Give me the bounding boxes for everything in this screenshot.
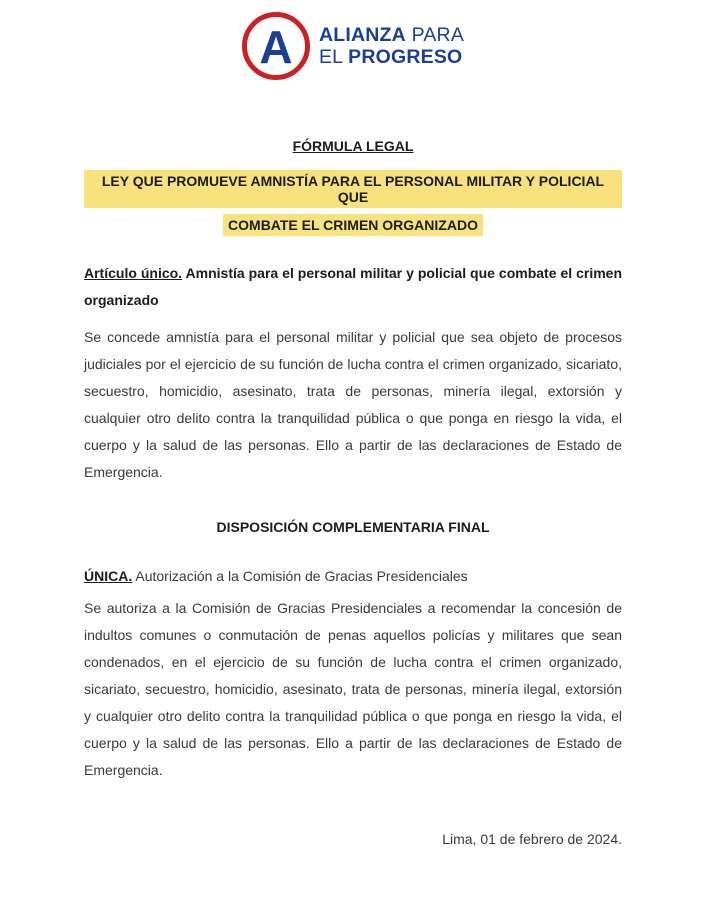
law-title-line-2: COMBATE EL CRIMEN ORGANIZADO (223, 214, 483, 236)
logo-el-text: EL (318, 46, 349, 68)
unique-clause-text: Autorización a la Comisión de Gracias Presidenciales (135, 568, 468, 584)
disposition-heading: DISPOSICIÓN COMPLEMENTARIA FINAL (216, 519, 490, 535)
logo-alianza-text: ALIANZA (318, 24, 406, 46)
dateline: Lima, 01 de febrero de 2024. (442, 831, 622, 847)
article-heading (84, 260, 622, 314)
article-paragraph: Se concede amnistía para el personal militar y policial que sea objeto de procesos judiciales por el ejercicio de su función de lucha contra el crimen organizado, sicariato, secuestro, homicidio, asesinato, trata de personas, minería ilegal, extorsión y cualquier otro delito contra la tranquilidad pública o que ponga en riesgo la vida, el cuerpo y la salud de las personas. Ello a partir de las declaraciones de Estado de Emergencia. (84, 329, 622, 480)
logo-monogram: A (259, 21, 293, 73)
logo-line-2 (319, 46, 464, 68)
logo-circle-icon (242, 12, 310, 80)
unique-clause-heading (84, 563, 622, 590)
document-heading: FÓRMULA LEGAL (292, 138, 414, 154)
logo-wordmark (319, 24, 464, 68)
logo-progreso-text: PROGRESO (348, 46, 463, 68)
logo-line-1 (319, 24, 464, 46)
unique-clause-label: ÚNICA. (84, 568, 133, 584)
law-title (84, 170, 622, 242)
logo-para-text: PARA (405, 24, 465, 46)
party-logo (84, 12, 622, 80)
disposition-paragraph: Se autoriza a la Comisión de Gracias Presidenciales a recomendar la concesión de indultos comunes o conmutación de penas aquellos policías y militares que sean condenados, en el ejercicio de su función de lucha contra el crimen organizado, sicariato, secuestro, homicidio, asesinato, trata de personas, minería ilegal, extorsión y cualquier otro delito contra la tranquilidad pública o que ponga en riesgo la vida, el cuerpo y la salud de las personas. Ello a partir de las declaraciones de Estado de Emergencia. (84, 600, 622, 778)
article-title: Amnistía para el personal militar y policial que combate el crimen organizado (84, 265, 623, 308)
law-title-line-1: LEY QUE PROMUEVE AMNISTÍA PARA EL PERSONAL MILITAR Y POLICIAL QUE (84, 170, 622, 208)
article-label: Artículo único. (84, 265, 183, 281)
